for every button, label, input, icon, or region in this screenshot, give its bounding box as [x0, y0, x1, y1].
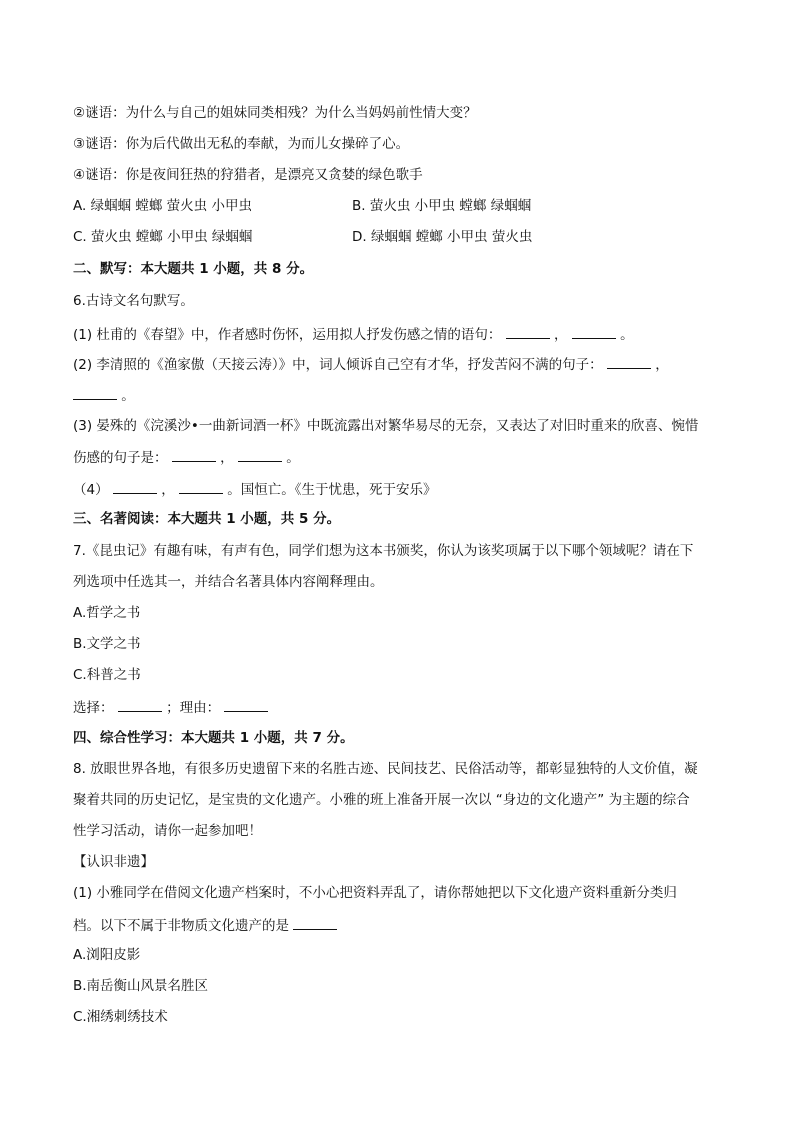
comma: ，: [220, 450, 234, 466]
q8-sub1-text: 档。以下不属于非物质文化遗产的是: [73, 918, 289, 934]
q6-3-cont: [73, 447, 723, 467]
q8-option-a: A.浏阳皮影: [73, 947, 141, 963]
q6-4-suffix: 。国恒亡。《生于忧患，死于安乐》: [227, 482, 437, 498]
q6-2-cont: [73, 385, 723, 405]
q7-option-c: C.科普之书: [73, 667, 141, 683]
q7-option-a: A.哲学之书: [73, 605, 141, 621]
q6-title: 6.古诗文名句默写。: [73, 293, 194, 309]
q8-line-1: 8. 放眼世界各地，有很多历史遗留下来的名胜古迹、民间技艺、民俗活动等，都彰显独特的人文价值，凝: [73, 761, 698, 777]
q7-option-b: B.文学之书: [73, 636, 141, 652]
q6-4-blank-1[interactable]: [113, 479, 157, 494]
q8-sub1-blank[interactable]: [293, 915, 337, 930]
q6-2-blank-2[interactable]: [73, 385, 117, 400]
q7-answer: [73, 697, 723, 717]
q7-line-1: 7.《昆虫记》有趣有味，有声有色，同学们想为这本书颁奖，你认为该奖项属于以下哪个领域呢？请在下: [73, 543, 694, 559]
q6-4-blank-2[interactable]: [179, 479, 223, 494]
q6-2-text: (2) 李清照的《渔家傲（天接云涛）》中，词人倾诉自己空有才华，抒发苦闷不满的句子：: [73, 357, 603, 373]
riddle-2: ②谜语：为什么与自己的姐妹同类相残？为什么当妈妈前性情大变？: [73, 105, 477, 121]
riddle-4: ④谜语：你是夜间狂热的狩猎者，是漂亮又贪婪的绿色歌手: [73, 167, 423, 183]
q8-option-c: C.湘绣刺绣技术: [73, 1009, 168, 1025]
q6-1-text: (1) 杜甫的《春望》中，作者感时伤怀，运用拟人抒发伤感之情的语句：: [73, 327, 502, 343]
q8-line-3: 性学习活动，请你一起参加吧！: [73, 823, 262, 839]
comma: ，: [161, 482, 175, 498]
q8-option-b: B.南岳衡山风景名胜区: [73, 978, 209, 994]
q6-4: [73, 479, 723, 499]
reason-label: ；理由：: [166, 700, 221, 716]
section-4-heading: 四、综合性学习：本大题共 1 小题，共 7 分。: [73, 730, 354, 746]
q6-3: (3) 晏殊的《浣溪沙•一曲新词酒一杯》中既流露出对繁华易尽的无奈，又表达了对旧时重来的欣喜、惋惜: [73, 418, 699, 434]
period: 。: [121, 388, 135, 404]
comma: ，: [655, 357, 669, 373]
comma: ，: [554, 327, 568, 343]
q6-1-blank-1[interactable]: [506, 324, 550, 339]
q6-1-blank-2[interactable]: [572, 324, 616, 339]
q8-subheading: 【认识非遗】: [73, 854, 154, 870]
reason-blank[interactable]: [224, 697, 268, 712]
riddle-3: ③谜语：你为后代做出无私的奉献，为而儿女操碎了心。: [73, 136, 410, 152]
q6-3-blank-2[interactable]: [238, 447, 282, 462]
q8-sub1-line-2: [73, 915, 723, 935]
period: 。: [286, 450, 300, 466]
q5-option-d: D. 绿蝈蝈 螳螂 小甲虫 萤火虫: [352, 229, 533, 245]
q5-option-c: C. 萤火虫 螳螂 小甲虫 绿蝈蝈: [73, 229, 253, 245]
q5-option-a: A. 绿蝈蝈 螳螂 萤火虫 小甲虫: [73, 198, 252, 214]
q6-2: [73, 354, 723, 374]
q6-4-prefix: （4）: [73, 482, 109, 498]
choose-label: 选择：: [73, 700, 114, 716]
q6-3-blank-1[interactable]: [172, 447, 216, 462]
q8-sub1-line-1: (1) 小雅同学在借阅文化遗产档案时，不小心把资料弄乱了，请你帮她把以下文化遗产资料重新分类归: [73, 885, 677, 901]
q6-2-blank-1[interactable]: [607, 354, 651, 369]
period: 。: [620, 327, 634, 343]
section-2-heading: 二、默写：本大题共 1 小题，共 8 分。: [73, 261, 314, 277]
choice-blank[interactable]: [118, 697, 162, 712]
section-3-heading: 三、名著阅读：本大题共 1 小题，共 5 分。: [73, 511, 341, 527]
q8-line-2: 聚着共同的历史记忆，是宝贵的文化遗产。小雅的班上准备开展一次以 “身边的文化遗产” 为主题的综合: [73, 792, 690, 808]
q5-option-b: B. 萤火虫 小甲虫 螳螂 绿蝈蝈: [352, 198, 532, 214]
q7-line-2: 列选项中任选其一，并结合名著具体内容阐释理由。: [73, 574, 384, 590]
q6-3-text2: 伤感的句子是：: [73, 450, 168, 466]
q6-1: [73, 324, 723, 344]
